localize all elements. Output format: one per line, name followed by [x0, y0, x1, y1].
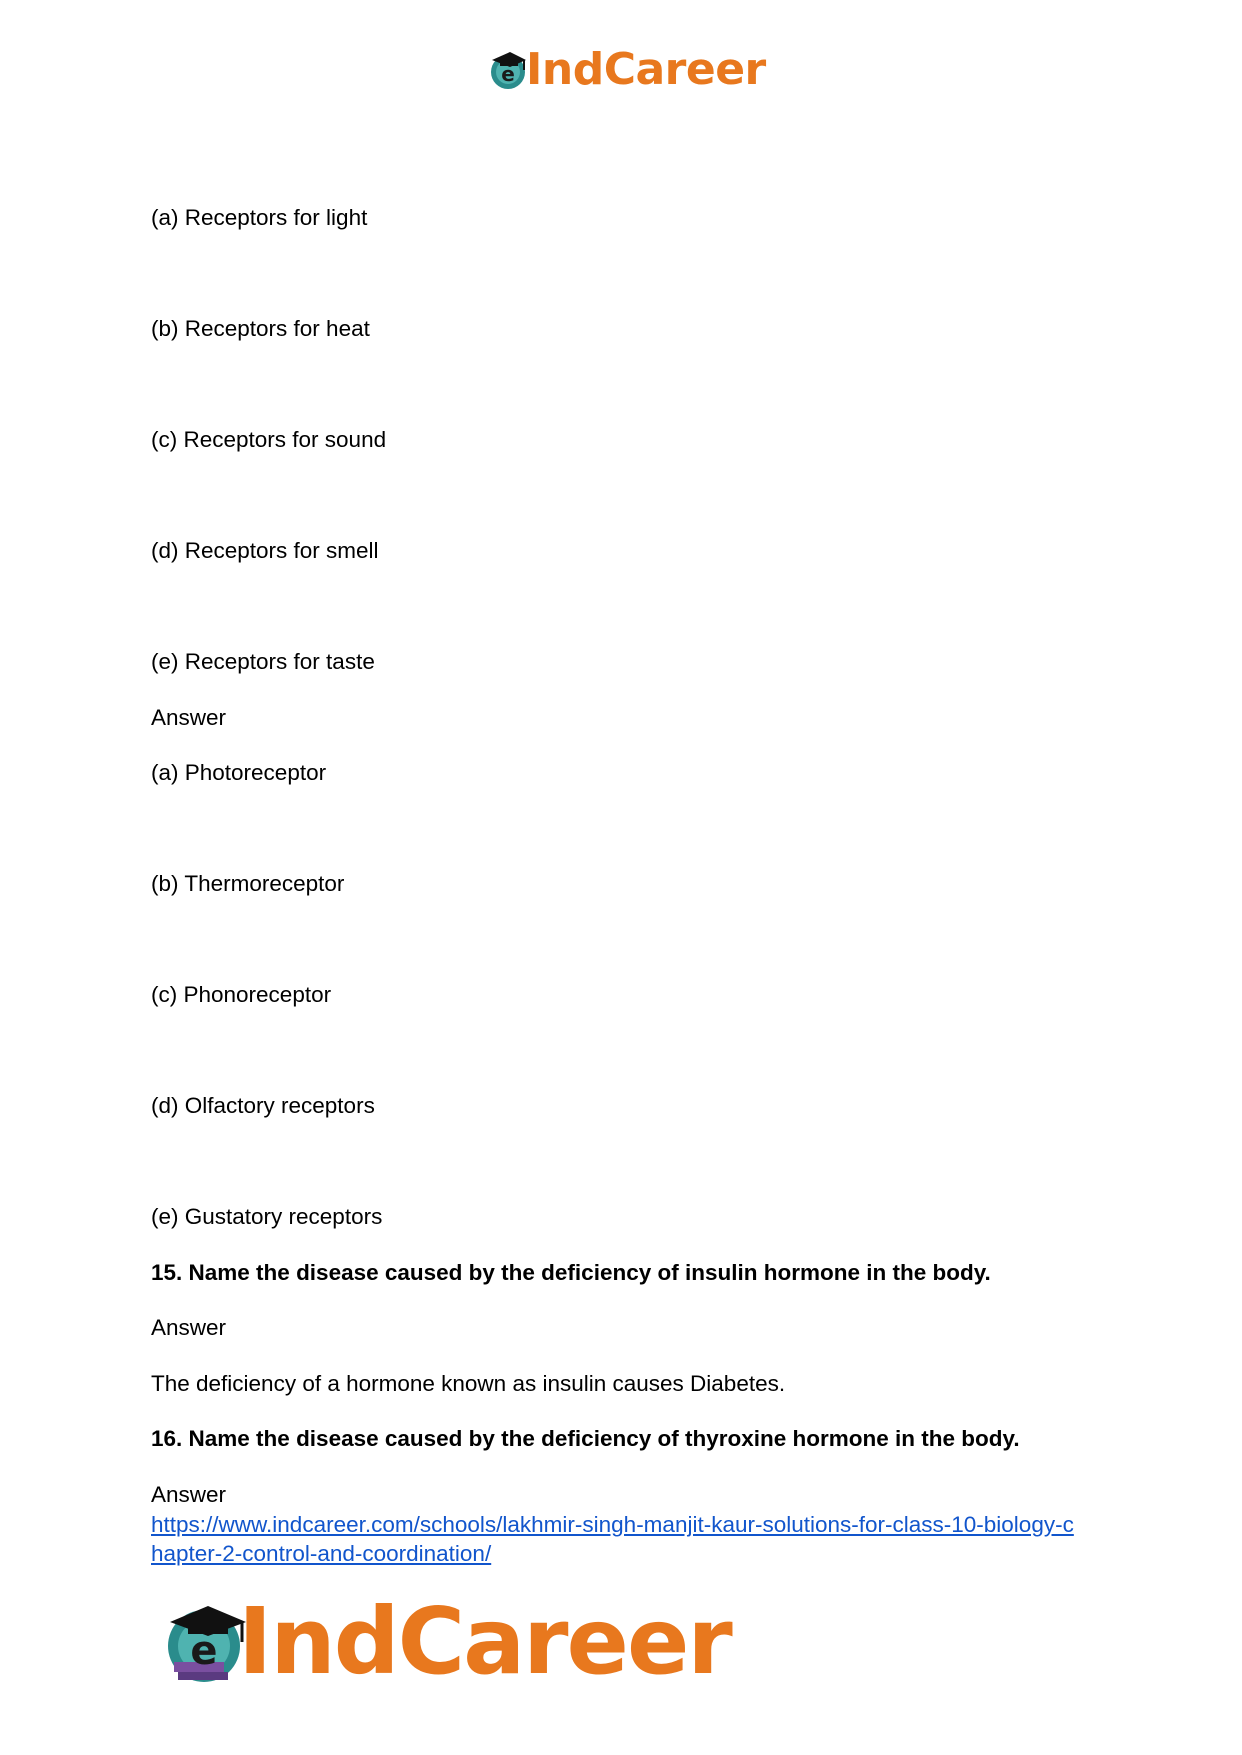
option-a: (a) Receptors for light [151, 205, 368, 230]
header-logo-text: IndCareer [526, 44, 766, 95]
answer-d: (d) Olfactory receptors [151, 1093, 375, 1118]
footer-logo [160, 1588, 731, 1695]
footer-logo-text: IndCareer [238, 1588, 731, 1695]
option-d: (d) Receptors for smell [151, 538, 379, 563]
answer-c: (c) Phonoreceptor [151, 982, 332, 1007]
option-c: (c) Receptors for sound [151, 427, 387, 452]
q16-answer-label: Answer [151, 1482, 227, 1507]
answer-a: (a) Photoreceptor [151, 760, 327, 785]
logo-e-letter: e [501, 61, 515, 86]
question-15: 15. Name the disease caused by the deficiency of insulin hormone in the body. [151, 1260, 991, 1285]
graduation-globe-books-icon [160, 1598, 250, 1686]
question-16: 16. Name the disease caused by the deficiency of thyroxine hormone in the body. [151, 1426, 1020, 1451]
answer-b: (b) Thermoreceptor [151, 871, 345, 896]
q15-answer-label: Answer [151, 1315, 227, 1340]
answer-label: Answer [151, 705, 227, 730]
graduation-globe-icon [486, 48, 530, 92]
answer-e: (e) Gustatory receptors [151, 1204, 383, 1229]
footer-logo-e-letter: e [190, 1627, 218, 1674]
option-e: (e) Receptors for taste [151, 649, 375, 674]
q15-answer: The deficiency of a hormone known as insulin causes Diabetes. [151, 1371, 786, 1396]
header-logo [486, 44, 766, 95]
source-link-line1[interactable]: https://www.indcareer.com/schools/lakhmir-singh-manjit-kaur-solutions-for-class-10-biology-c [151, 1512, 1074, 1537]
source-link-line2[interactable]: hapter-2-control-and-coordination/ [151, 1541, 492, 1566]
option-b: (b) Receptors for heat [151, 316, 370, 341]
